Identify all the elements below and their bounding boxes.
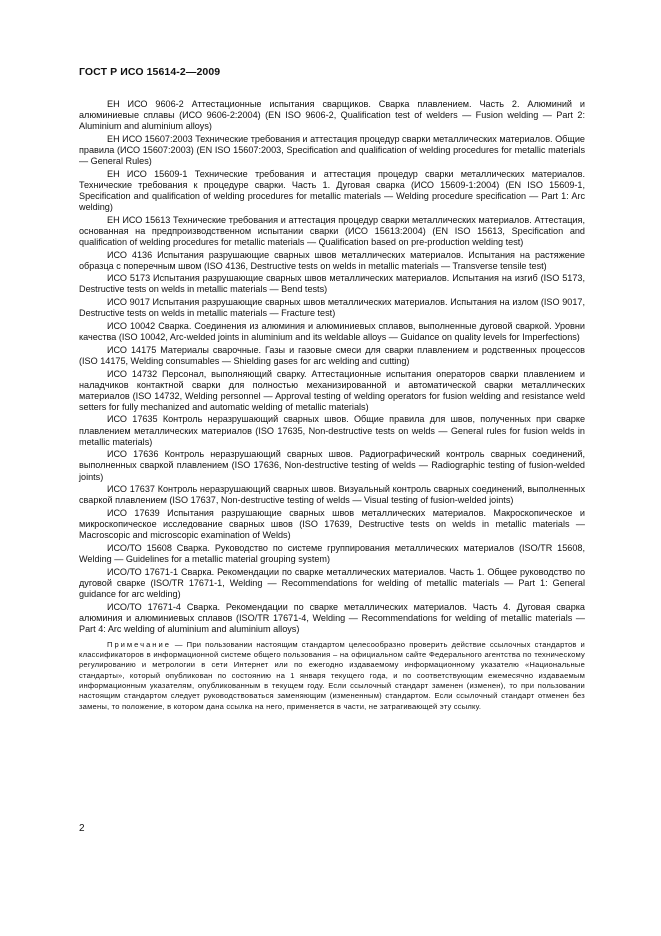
reference-item: ИСО 17636 Контроль неразрушающий сварных швов. Радиографический контроль сварных соединений, выполненных сваркой плавлением (ISO 17636, Non-destructive testing of welds — Radiographic testing of fusion-welded joints) <box>79 449 585 482</box>
reference-item: ЕН ИСО 15609-1 Технические требования и аттестация процедур сварки металлических материалов. Технические требования к процедуре сварки. Часть 1. Дуговая сварка (ИСО 15609-1:2004) (EN ISO 15609-1, Specification and qualification of welding procedures for metallic materials — Welding procedure specification — Part 1: Arc welding) <box>79 168 585 213</box>
note-paragraph <box>79 640 585 712</box>
reference-item: ИСО 14175 Материалы сварочные. Газы и газовые смеси для сварки плавлением и родственных процессов (ISO 14175, Welding consumables — Shielding gases for arc welding and cutting) <box>79 344 585 366</box>
reference-item: ИСО/ТО 15608 Сварка. Руководство по системе группирования металлических материалов (ISO/TR 15608, Welding — Guidelines for a metallic material grouping system) <box>79 542 585 564</box>
note-label: Примечание <box>107 639 171 649</box>
page-header-title: ГОСТ Р ИСО 15614-2—2009 <box>79 66 221 78</box>
reference-item: ИСО 14732 Персонал, выполняющий сварку. Аттестационные испытания операторов сварки плавлением и наладчиков контактной сварки для полностью механизированной и автоматической сварки металлических материалов (ISO 14732, Welding personnel — Approval testing of welding operators for fusion welding and resistance weld setters for fully mechanized and automatic welding of metallic materials) <box>79 368 585 412</box>
reference-item: ЕН ИСО 15607:2003 Технические требования и аттестация процедур сварки металлических материалов. Общие правила (ИСО 15607:2003) (EN ISO 15607:2003, Specification and qualification of welding procedures for metallic materials — General Rules) <box>79 133 585 167</box>
reference-item: ИСО 17635 Контроль неразрушающий сварных швов. Общие правила для швов, полученных при сварке плавлением металлических материалов (ISO 17635, Non-destructive tests on welds — General rules for fusion welds in metallic materials) <box>79 414 585 447</box>
note-text: — При пользовании настоящим стандартом целесообразно проверить действие ссылочных стандартов и классификаторов в информационной системе общего пользования – на официальном сайте Федерального агентства по техническому регулированию и метрологии в сети Интернет или по ежегодно издаваемому информационному указателю «Национальные стандарты», который опубликован по состоянию на 1 января текущего года, и по соответствующим ежемесячно издаваемым информационным указателям, опубликованным в текущем году. Если ссылочный стандарт заменен (изменен), то при пользовании настоящим стандартом следует руководствоваться заменяющим (измененным) стандартом. Если ссылочный стандарт отменен без замены, то положение, в котором дана ссылка на него, применяется в части, не затрагивающей эту ссылку. <box>79 639 585 711</box>
reference-item: ИСО 17639 Испытания разрушающие сварных швов металлических материалов. Макроскопическое и микроскопическое исследование сварных швов (ISO 17639, Destructive tests on welds in metallic materials — Macroscopic and microscopic examination of Welds) <box>79 508 585 541</box>
reference-item: ИСО 9017 Испытания разрушающие сварных швов металлических материалов. Испытания на излом (ISO 9017, Destructive tests on welds in metallic materials — Fracture test) <box>79 297 585 319</box>
reference-item: ИСО 17637 Контроль неразрушающий сварных швов. Визуальный контроль сварных соединений, выполненных сваркой плавлением (ISO 17637, Non-destructive testing of welds — Visual testing of fusion-welded joints) <box>79 484 585 506</box>
reference-item: ИСО 5173 Испытания разрушающие сварных швов металлических материалов. Испытания на изгиб (ISO 5173, Destructive tests on welds in metallic materials — Bend tests) <box>79 273 585 295</box>
page-number: 2 <box>79 823 85 834</box>
reference-item: ИСО/ТО 17671-4 Сварка. Рекомендации по сварке металлических материалов. Часть 4. Дуговая сварка алюминия и алюминиевых сплавов (ISO/TR 17671-4, Welding — Recommendations for welding of metallic materials — Part 4: Arc welding of aluminium and aluminium alloys) <box>79 601 585 634</box>
reference-item: ЕН ИСО 15613 Технические требования и аттестация процедур сварки металлических материалов. Аттестация, основанная на предпроизводственном испытании сварки (ИСО 15613:2004) (EN ISO 15613, Specification and qualification of welding procedures for metallic materials — Qualification based on pre-production welding test) <box>79 214 585 247</box>
normative-references <box>79 99 585 719</box>
reference-item: ИСО/ТО 17671-1 Сварка. Рекомендации по сварке металлических материалов. Часть 1. Общее руководство по дуговой сварке (ISO/TR 17671-1, Welding — Recommendations for welding of metallic materials — Part 1: General guidance for arc welding) <box>79 566 585 599</box>
reference-item: ЕН ИСО 9606-2 Аттестационные испытания сварщиков. Сварка плавлением. Часть 2. Алюминий и алюминиевые сплавы (ИСО 9606-2:2004) (EN ISO 9606-2, Qualification test of welders — Fusion welding — Part 2: Aluminium and aluminium alloys) <box>79 99 585 132</box>
reference-item: ИСО 4136 Испытания разрушающие сварных швов металлических материалов. Испытания на растяжение образца с поперечным швом (ISO 4136, Destructive tests on welds in metallic materials — Transverse tensile test) <box>79 249 585 271</box>
reference-item: ИСО 10042 Сварка. Соединения из алюминия и алюминиевых сплавов, выполненные дуговой сваркой. Уровни качества (ISO 10042, Arc-welded joints in aluminium and its weldable alloys — Guidance on quality levels for Imperfections) <box>79 320 585 343</box>
